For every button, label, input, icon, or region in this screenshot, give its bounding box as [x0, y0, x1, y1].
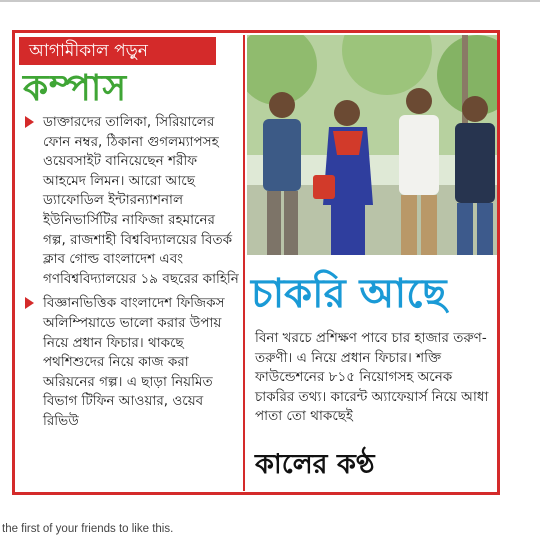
top-rule [0, 0, 540, 2]
list-item [21, 113, 239, 289]
left-column [21, 113, 239, 432]
triangle-bullet-icon [25, 116, 34, 128]
bullet-text: ডাক্তারদের তালিকা, সিরিয়ালের ফোন নম্বর, ঠিকানা গুগলম্যাপসহ ওয়েবসাইট বানিয়েছেন শরীফ আহমেদ লিমন। আরো আছে ড্যাফোডিল ইন্টারন্যাশনাল ইউনিভার্সিটির নাফিজা রহমানের গল্প, রাজশাহী বিশ্ববিদ্যালয়ের বিতর্ক ক্লাব গোল্ড বাংলাদেশ এবং গণবিশ্ববিদ্যালয়ের ১৯ বছরের কাহিনি [43, 114, 239, 287]
magazine-title: কম্পাস [23, 68, 128, 109]
brand-logo: কালের কণ্ঠ [255, 449, 375, 480]
header-tag: আগামীকাল পড়ুন [19, 37, 216, 65]
right-body-text: বিনা খরচে প্রশিক্ষণ পাবে চার হাজার তরুণ-তরুণী। এ নিয়ে প্রধান ফিচার। শক্তি ফাউন্ডেশনের ৮১৫ নিয়োগসহ অনেক চাকরির তথ্য। কারেন্ট অ্যাফেয়ার্স নিয়ে আধা পাতা তো থাকছেই [255, 330, 489, 425]
triangle-bullet-icon [25, 297, 34, 309]
newspaper-ad [12, 30, 500, 495]
bullet-text: বিজ্ঞানভিত্তিক বাংলাদেশ ফিজিকস অলিম্পিয়াডে ভালো করার উপায় নিয়ে প্রধান ফিচার। থাকছে পথশিশুদের নিয়ে কাজ করা অরিয়নের গল্প। এ ছাড়া নিয়মিত বিভাগ টিফিন আওয়ার, ওয়েব রিভিউ [43, 295, 225, 429]
column-divider [243, 35, 245, 491]
facebook-like-text: the first of your friends to like this. [2, 523, 174, 535]
list-item [21, 294, 239, 431]
right-title: চাকরি আছে [251, 271, 447, 317]
group-photo [247, 35, 497, 255]
